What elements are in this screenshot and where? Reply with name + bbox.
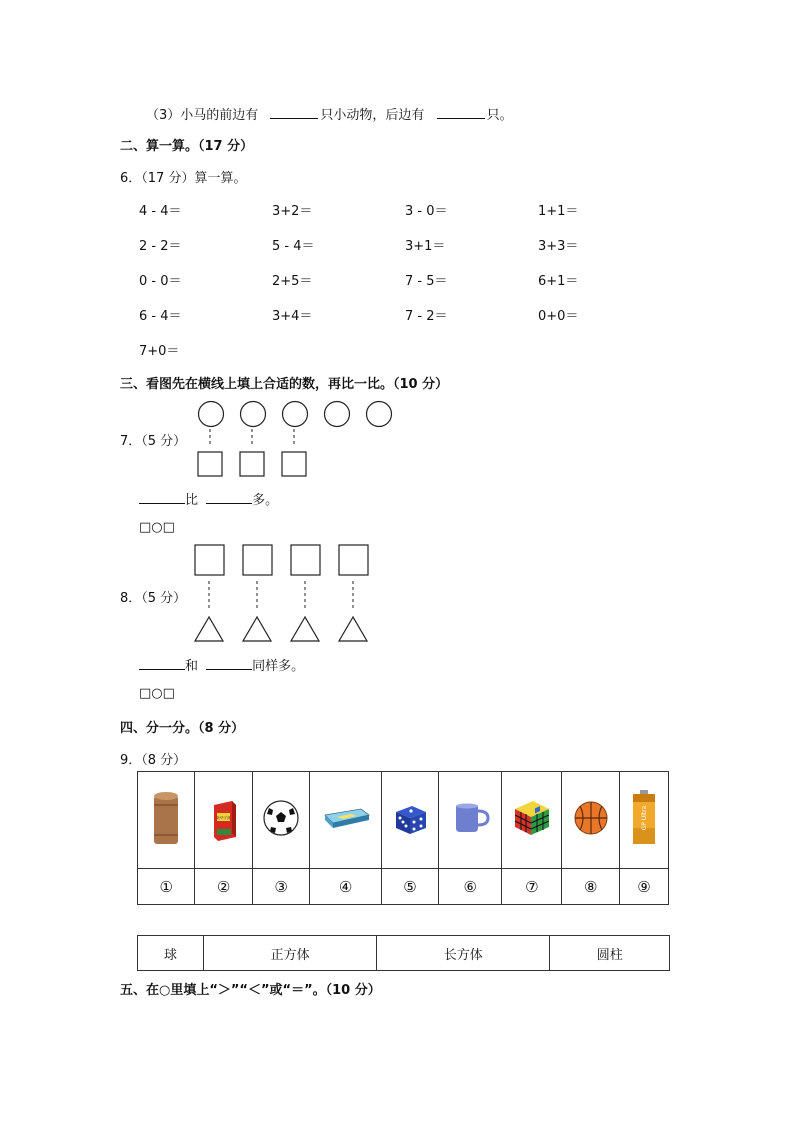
q6-r3c1: 0 - 0＝ — [139, 274, 182, 289]
q8-triangle — [291, 617, 319, 641]
q6-r2c4: 3+3＝ — [538, 239, 579, 254]
category-cylinder[interactable]: 圆柱 — [550, 936, 670, 971]
q8-triangle — [195, 617, 223, 641]
q7-square — [198, 452, 222, 476]
q9-number: ⑥ — [439, 869, 502, 905]
q5-prefix: （3）小马的前边有 — [146, 108, 259, 123]
q6-r1c3: 3 - 0＝ — [405, 204, 448, 219]
q8-end: 同样多。 — [252, 659, 305, 674]
q6-r3c3: 7 - 5＝ — [405, 274, 448, 289]
rubiks-cube-icon — [511, 797, 553, 839]
q9-number: ① — [138, 869, 195, 905]
q5-mid: 只小动物，后边有 — [320, 108, 425, 123]
book-text: 新华字典 — [216, 816, 231, 820]
q9-item-cell — [502, 772, 562, 869]
pencil-case-icon — [321, 801, 371, 835]
q7-end: 多。 — [252, 493, 279, 508]
q6-r4c1: 6 - 4＝ — [139, 309, 182, 324]
q9-items-table — [137, 771, 669, 905]
q7-figure — [190, 397, 400, 479]
q8-label: 8．（5 分） — [120, 591, 187, 606]
section5-title: 五、在○里填上“＞”“＜”或“＝”。（10 分） — [120, 983, 381, 998]
dice-icon — [390, 798, 430, 838]
battery-text: GP Ultra — [640, 805, 648, 831]
q8-triangle — [243, 617, 271, 641]
q8-word: 和 — [185, 659, 199, 674]
q8-answer-line — [139, 655, 304, 674]
q6-r4c3: 7 - 2＝ — [405, 309, 448, 324]
q9-item-cell — [381, 772, 438, 869]
category-sphere[interactable]: 球 — [138, 936, 204, 971]
section2-title: 二、算一算。（17 分） — [120, 139, 254, 154]
q8-triangle — [339, 617, 367, 641]
cylinder-container-icon — [146, 788, 186, 848]
q7-circle — [199, 402, 224, 427]
q9-number: ⑤ — [381, 869, 438, 905]
q9-item-cell — [439, 772, 502, 869]
soccer-ball-icon — [261, 798, 301, 838]
q7-circle — [325, 402, 350, 427]
basketball-icon — [571, 798, 611, 838]
q7-circle — [367, 402, 392, 427]
q7-circle — [283, 402, 308, 427]
q6-r3c2: 2+5＝ — [272, 274, 313, 289]
q7-symbols[interactable]: □○□ — [139, 520, 175, 535]
q9-item-cell — [619, 772, 668, 869]
q8-square — [195, 545, 224, 575]
q5-blank-back[interactable] — [437, 117, 485, 119]
q7-square — [240, 452, 264, 476]
q8-figure — [190, 543, 375, 645]
q6-label: 6．（17 分）算一算。 — [120, 171, 247, 186]
q6-r1c2: 3+2＝ — [272, 204, 313, 219]
q7-blank-1[interactable] — [139, 502, 185, 504]
q9-number: ④ — [310, 869, 381, 905]
q9-item-cell — [138, 772, 195, 869]
q8-square — [339, 545, 368, 575]
q8-blank-1[interactable] — [139, 668, 185, 670]
q9-category-table — [137, 935, 670, 971]
category-cube[interactable]: 正方体 — [204, 936, 377, 971]
q6-r4c4: 0+0＝ — [538, 309, 579, 324]
q9-item-cell — [310, 772, 381, 869]
q5-part3 — [146, 104, 513, 123]
q6-r4c2: 3+4＝ — [272, 309, 313, 324]
q8-blank-2[interactable] — [206, 668, 252, 670]
q8-symbols[interactable]: □○□ — [139, 686, 175, 701]
q6-r5c1: 7+0＝ — [139, 344, 180, 359]
battery-icon — [627, 788, 661, 848]
q9-number: ⑧ — [562, 869, 619, 905]
q6-r2c2: 5 - 4＝ — [272, 239, 315, 254]
q5-suffix: 只。 — [486, 108, 513, 123]
q5-blank-front[interactable] — [270, 117, 318, 119]
q7-word: 比 — [185, 493, 199, 508]
q9-number: ② — [195, 869, 252, 905]
q8-square — [243, 545, 272, 575]
q6-r2c3: 3+1＝ — [405, 239, 446, 254]
category-cuboid[interactable]: 长方体 — [377, 936, 550, 971]
q9-number: ⑨ — [619, 869, 668, 905]
q9-number: ⑦ — [502, 869, 562, 905]
section3-title: 三、看图先在横线上填上合适的数，再比一比。（10 分） — [120, 377, 449, 392]
q9-item-cell — [195, 772, 252, 869]
q6-r2c1: 2 - 2＝ — [139, 239, 182, 254]
q9-number: ③ — [252, 869, 309, 905]
q7-blank-2[interactable] — [206, 502, 252, 504]
q9-label: 9．（8 分） — [120, 753, 187, 768]
q6-r3c4: 6+1＝ — [538, 274, 579, 289]
q7-answer-line — [139, 489, 278, 508]
cup-icon — [448, 800, 492, 836]
q7-label: 7．（5 分） — [120, 434, 187, 449]
book-box-icon — [204, 793, 244, 843]
q6-r1c4: 1+1＝ — [538, 204, 579, 219]
section4-title: 四、分一分。（8 分） — [120, 721, 245, 736]
q8-square — [291, 545, 320, 575]
q6-r1c1: 4 - 4＝ — [139, 204, 182, 219]
q9-item-cell — [562, 772, 619, 869]
q7-square — [282, 452, 306, 476]
q9-item-cell — [252, 772, 309, 869]
q7-circle — [241, 402, 266, 427]
